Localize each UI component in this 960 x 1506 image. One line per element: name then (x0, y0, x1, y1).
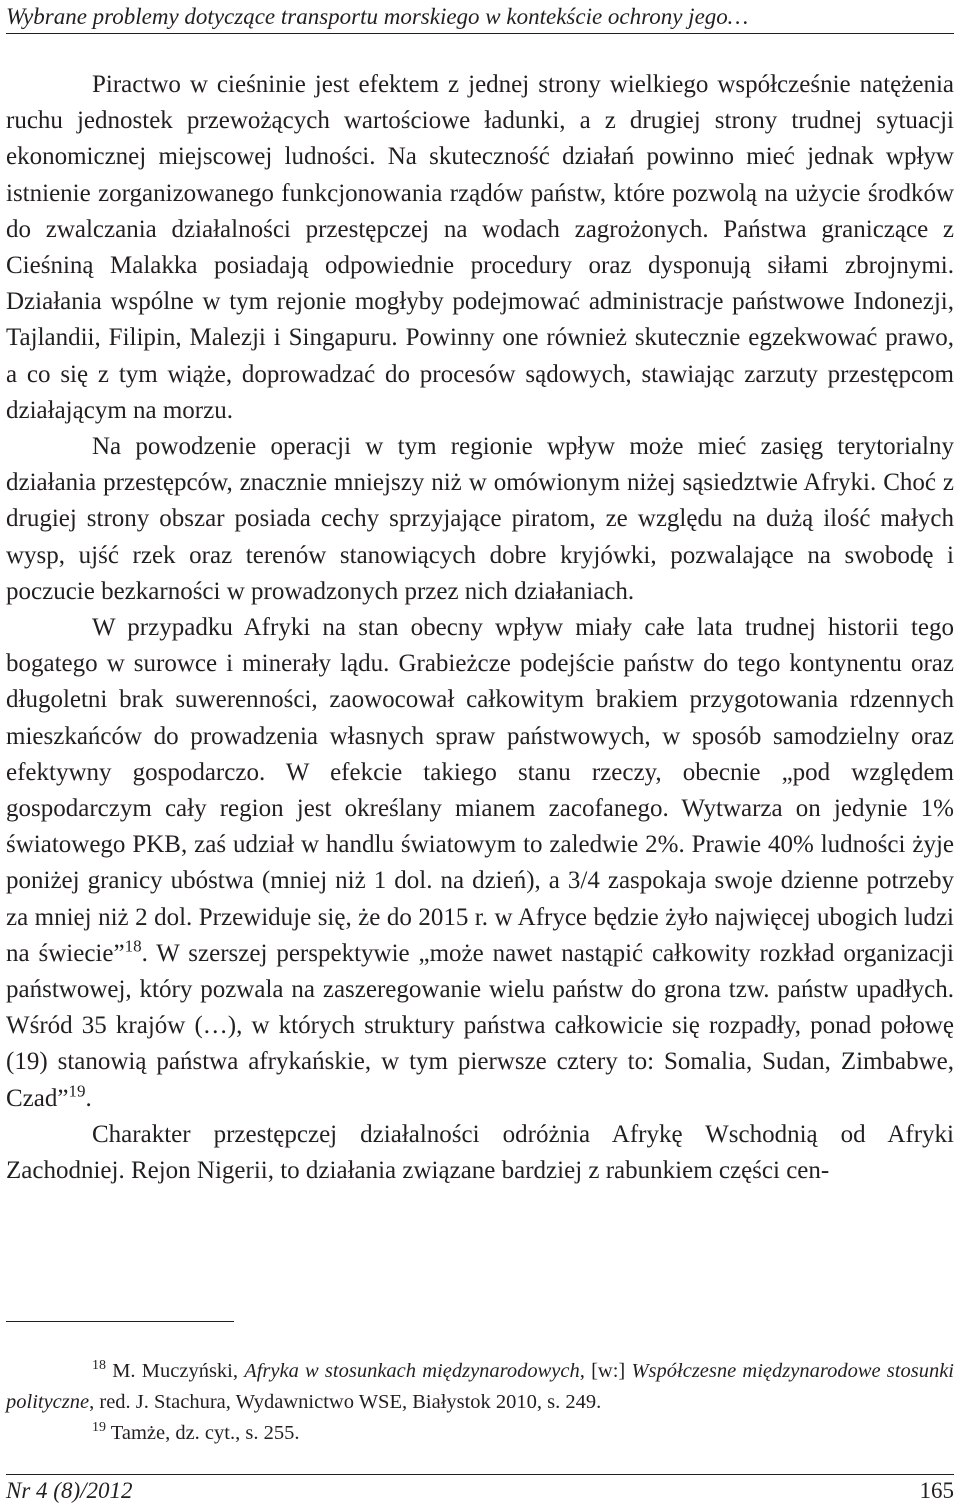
footnote-ref-19[interactable]: 19 (68, 1081, 86, 1101)
paragraph-1: Piractwo w cieśninie jest efektem z jednej strony wielkiego współcześnie natężenia ruchu jednostek przewożących wartościowe ładunki, a z drugiej strony trudnej sytuacji ekonomicznej miejscowej ludności. Na skuteczność działań powinno mieć jednak wpływ istnienie zorganizowanego funkcjonowania rządów państw, które pozwolą na użycie środków do zwalczania działalności przestępczej na wodach zagrożonych. Państwa graniczące z Cieśniną Malakka posiadają odpowiednie procedury oraz dysponują siłami zbrojnymi. Działania wspólne w tym rejonie mogłyby podejmować administracje państwowe Indonezji, Tajlandii, Filipin, Malezji i Singapuru. Powinny one również skutecznie egzekwować prawo, a co się z tym wiąże, doprowadzać do procesów sądowych, stawiając zarzuty przestępcom działającym na morzu. (6, 71, 954, 424)
footnote-19 (6, 1418, 954, 1449)
body-text (6, 67, 954, 1189)
running-footer (6, 1474, 954, 1504)
paragraph-3-part-c: . (85, 1084, 92, 1112)
running-header (6, 2, 954, 34)
footnote-text: Tamże, dz. cyt., s. 255. (106, 1422, 300, 1444)
footnote-in: [w:] (584, 1360, 632, 1382)
footnote-title: Afryka w stosunkach międzynarodowych, (244, 1360, 585, 1382)
paragraph-4: Charakter przestępczej działalności odróżnia Afrykę Wschodnią od Afryki Zachodniej. Rejon Nigerii, to działania związane bardziej z rabunkiem części cen- (6, 1120, 954, 1185)
issue-number: Nr 4 (8)/2012 (6, 1478, 133, 1503)
footnote-number: 19 (92, 1420, 106, 1436)
paragraph-2: Na powodzenie operacji w tym regionie wpływ może mieć zasięg terytorialny działania przestępców, znacznie mniejszy niż w omówionym niżej sąsiedztwie Afryki. Choć z drugiej strony obszar posiada cechy sprzyjające piratom, ze względu na dużą ilość małych wysp, ujść rzek oraz terenów stanowiących dobre kryjówki, pozwalające na swobodę i poczucie bezkarności w prowadzonych przez nich działaniach. (6, 433, 954, 605)
running-title: Wybrane problemy dotyczące transportu morskiego w kontekście ochrony jego… (6, 4, 749, 29)
footnote-number: 18 (92, 1358, 106, 1374)
footnote-ref-18[interactable]: 18 (124, 936, 142, 956)
footnote-18 (6, 1356, 954, 1418)
paragraph-3-part-b: . W szerszej perspektywie „może nawet nastąpić całkowity rozkład organizacji państwowej, który pozwala na zaszeregowanie wielu państw do grona tzw. państw upadłych. Wśród 35 krajów (…), w których struktury państwa całkowicie się rozpadły, ponad połowę (19) stanowią państwa afrykańskie, w tym pierwsze cztery to: Somalia, Sudan, Zimbabwe, Czad” (6, 939, 955, 1112)
page-number: 165 (919, 1478, 954, 1503)
footnote-separator (6, 1321, 234, 1322)
paragraph-3 (6, 610, 954, 1117)
paragraph-3-part-a: W przypadku Afryki na stan obecny wpływ miały całe lata trudnej historii tego bogatego w surowce i minerały lądu. Grabieżcze podejście państw do tego kontynentu oraz długoletni brak suwerenności, zaowocował całkowitym brakiem przygotowania rdzennych mieszkańców do prowadzenia własnych spraw państwowych, w sposób samodzielny oraz efektywny gospodarczo. W efekcie takiego stanu rzeczy, obecnie „pod względem gospodarczym cały region jest określany mianem zacofanego. Wytwarza on jedynie 1% światowego PKB, zaś udział w handlu światowym to zaledwie 2%. Prawie 40% ludności żyje poniżej granicy ubóstwa (mniej niż 1 dol. na dzień), a 3/4 zaspokaja swoje dzienne potrzeby za mniej niż 2 dol. Przewiduje się, że do 2015 r. w Afryce będzie żyło najwięcej ubogich ludzi na świecie” (6, 614, 954, 967)
footnote-author: M. Muczyński, (106, 1360, 245, 1382)
footnote-publication: , red. J. Stachura, Wydawnictwo WSE, Białystok 2010, s. 249. (89, 1391, 602, 1413)
footnote-book: Współczesne międzynarodowe stosunki polityczne (6, 1360, 954, 1413)
footnotes (6, 1356, 954, 1449)
